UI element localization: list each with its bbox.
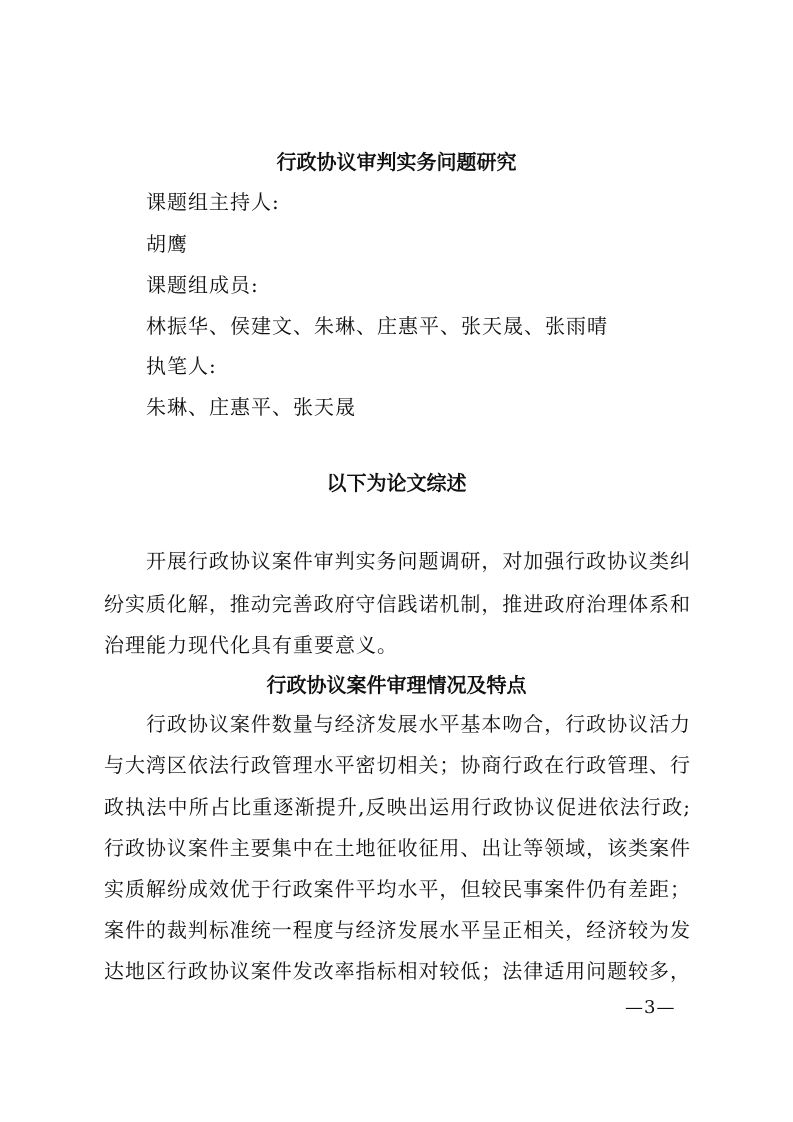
paragraph-line: 纷实质化解，推动完善政府守信践诺机制，推进政府治理体系和 (104, 592, 690, 616)
writers-list: 朱琳、庄惠平、张天晟 (146, 395, 356, 419)
paragraph-line: 治理能力现代化具有重要意义。 (104, 633, 398, 657)
paragraph-line: 行政协议案件数量与经济发展水平基本吻合，行政协议活力 (146, 712, 690, 736)
writers-label: 执笔人: (146, 354, 217, 378)
members-label: 课题组成员: (146, 273, 259, 297)
summary-heading: 以下为论文综述 (326, 471, 467, 495)
page-number: —3— (625, 997, 676, 1018)
paragraph-line: 案件的裁判标准统一程度与经济发展水平呈正相关，经济较为发 (104, 918, 690, 942)
section-heading: 行政协议案件审理情况及特点 (266, 673, 527, 697)
paragraph-line: 实质解纷成效优于行政案件平均水平，但较民事案件仍有差距； (104, 877, 690, 901)
members-list: 林振华、侯建文、朱琳、庄惠平、张天晟、张雨晴 (146, 314, 608, 338)
host-label: 课题组主持人: (146, 190, 280, 214)
paragraph-line: 政执法中所占比重逐渐提升,反映出运用行政协议促进依法行政; (104, 795, 690, 819)
paragraph-line: 开展行政协议案件审判实务问题调研，对加强行政协议类纠 (146, 549, 690, 573)
paragraph-line: 与大湾区依法行政管理水平密切相关；协商行政在行政管理、行 (104, 753, 690, 777)
document-title: 行政协议审判实务问题研究 (276, 150, 517, 174)
paragraph-line: 达地区行政协议案件发改率指标相对较低；法律适用问题较多， (104, 959, 690, 983)
host-name: 胡鹰 (146, 232, 188, 256)
paragraph-line: 行政协议案件主要集中在土地征收征用、出让等领域，该类案件 (104, 836, 690, 860)
